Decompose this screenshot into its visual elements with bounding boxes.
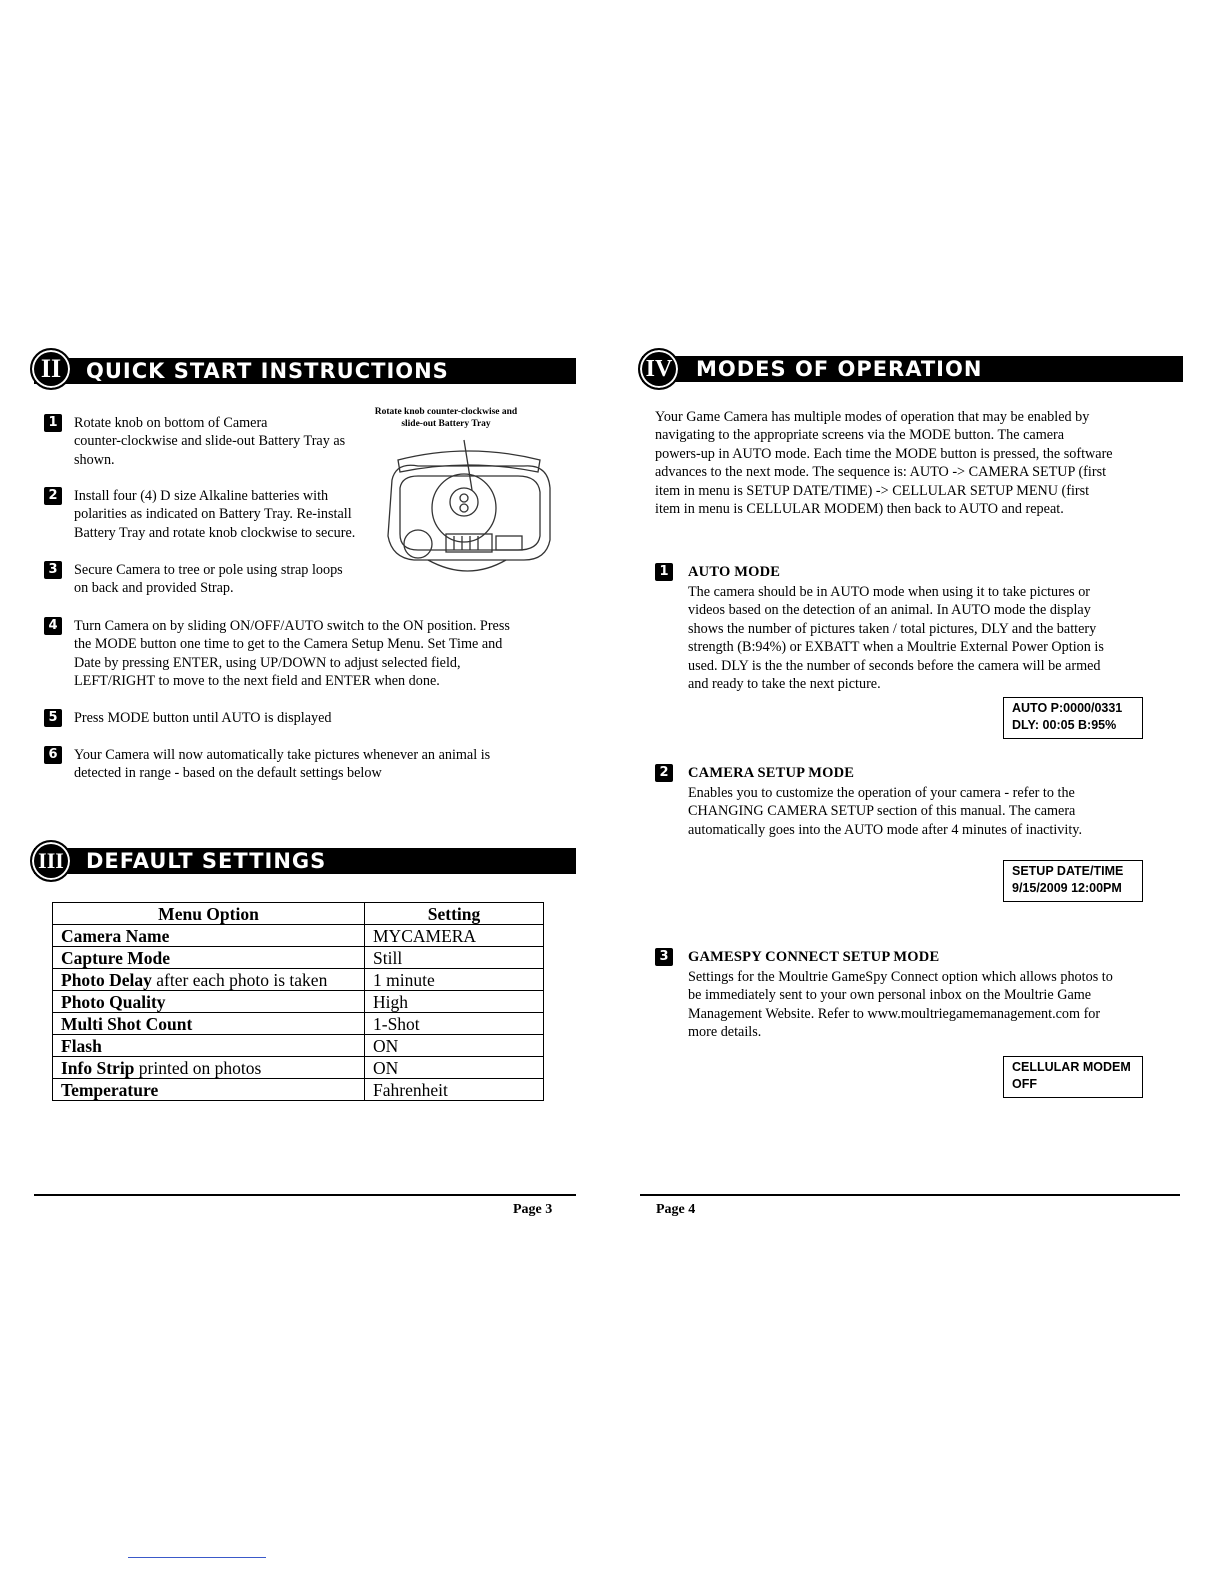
column-header-menu-option: Menu Option	[53, 903, 365, 925]
table-row: Camera Name MYCAMERA	[53, 925, 544, 947]
page-number: Page 4	[656, 1202, 696, 1217]
mode-heading-gamespy: GAMESPY CONNECT SETUP MODE	[688, 949, 940, 965]
section-title: QUICK START INSTRUCTIONS	[86, 359, 449, 383]
table-row: Info Strip printed on photos ON	[53, 1057, 544, 1079]
mode-1-text: The camera should be in AUTO mode when using it to take pictures or videos based on the detection of an animal. In AUTO mode the display shows the number of pictures taken / total pictures, DLY and the battery strength (B:94%) or EXBATT when a Moultrie External Power Option is used. DLY is the the number of seconds before the camera will be armed and ready to take the next picture.	[688, 584, 1104, 693]
table-row: Multi Shot Count 1-Shot	[53, 1013, 544, 1035]
section-numeral-badge: II	[30, 348, 72, 390]
table-row: Photo Quality High	[53, 991, 544, 1013]
mode-heading-auto: AUTO MODE	[688, 564, 781, 580]
page-number: Page 3	[513, 1202, 553, 1217]
step-2-text: Install four (4) D size Alkaline batteries with polarities as indicated on Battery Tray. Re-install Battery Tray and rotate knob clockwise to secure.	[74, 488, 356, 541]
table-row: Flash ON	[53, 1035, 544, 1057]
step-number-4: 4	[44, 617, 62, 635]
table-header-row	[53, 903, 544, 925]
table-row: Photo Delay after each photo is taken 1 minute	[53, 969, 544, 991]
table-row: Capture Mode Still	[53, 947, 544, 969]
step-3-text: Secure Camera to tree or pole using strap loops on back and provided Strap.	[74, 562, 343, 597]
modes-intro-text: Your Game Camera has multiple modes of operation that may be enabled by navigating to the appropriate screens via the MODE button. The camera powers-up in AUTO mode. Each time the MODE button is pressed, the software advances to the next mode. The sequence is: AUTO -> CAMERA SETUP (first item in menu is SETUP DATE/TIME) -> CELLULAR SETUP MENU (first item in menu is CELLULAR MODEM) then back to AUTO and repeat.	[655, 409, 1113, 518]
decorative-link-underline	[128, 1557, 266, 1558]
section-numeral-badge: IV	[638, 348, 680, 390]
step-number-1: 1	[44, 414, 62, 432]
section-title: DEFAULT SETTINGS	[86, 849, 327, 873]
battery-tray-illustration	[378, 432, 558, 582]
column-header-setting: Setting	[365, 903, 544, 925]
footer-rule	[34, 1194, 576, 1196]
table-row: Temperature Fahrenheit	[53, 1079, 544, 1101]
section-header-quick-start	[34, 358, 576, 384]
mode-number-1: 1	[655, 563, 673, 581]
step-4-text: Turn Camera on by sliding ON/OFF/AUTO switch to the ON position. Press the MODE button one time to get to the Camera Setup Menu. Set Time and Date by pressing ENTER, using UP/DOWN to adjust selected field, LEFT/RIGHT to move to the next field and ENTER when done.	[74, 618, 510, 690]
lcd-screen-setup: SETUP DATE/TIME 9/15/2009 12:00PM	[1003, 860, 1143, 902]
lcd-screen-auto: AUTO P:0000/0331 DLY: 00:05 B:95%	[1003, 697, 1143, 739]
lcd-screen-cellular: CELLULAR MODEM OFF	[1003, 1056, 1143, 1098]
section-title: MODES OF OPERATION	[696, 357, 983, 381]
section-numeral-badge: III	[30, 840, 72, 882]
figure-caption: Rotate knob counter-clockwise and slide-out Battery Tray	[374, 407, 518, 429]
mode-3-text: Settings for the Moultrie GameSpy Connect option which allows photos to be immediately sent to your own personal inbox on the Moultrie Game Management Website. Refer to www.moultriegamemanagement.com for more details.	[688, 969, 1113, 1041]
step-6-text: Your Camera will now automatically take pictures whenever an animal is detected in range - based on the default settings below	[74, 747, 491, 782]
section-header-modes-of-operation	[642, 356, 1183, 382]
footer-rule	[640, 1194, 1180, 1196]
mode-2-text: Enables you to customize the operation of your camera - refer to the CHANGING CAMERA SETUP section of this manual. The camera automatically goes into the AUTO mode after 4 minutes of inactivity.	[688, 785, 1083, 838]
default-settings-table	[52, 902, 544, 1101]
step-1-text: Rotate knob on bottom of Camera counter-clockwise and slide-out Battery Tray as shown.	[74, 415, 346, 468]
mode-number-3: 3	[655, 948, 673, 966]
step-number-3: 3	[44, 561, 62, 579]
mode-heading-camera-setup: CAMERA SETUP MODE	[688, 765, 855, 781]
step-number-6: 6	[44, 746, 62, 764]
mode-number-2: 2	[655, 764, 673, 782]
step-number-5: 5	[44, 709, 62, 727]
section-header-default-settings	[34, 848, 576, 874]
step-number-2: 2	[44, 487, 62, 505]
step-5-text: Press MODE button until AUTO is displayed	[74, 710, 332, 726]
